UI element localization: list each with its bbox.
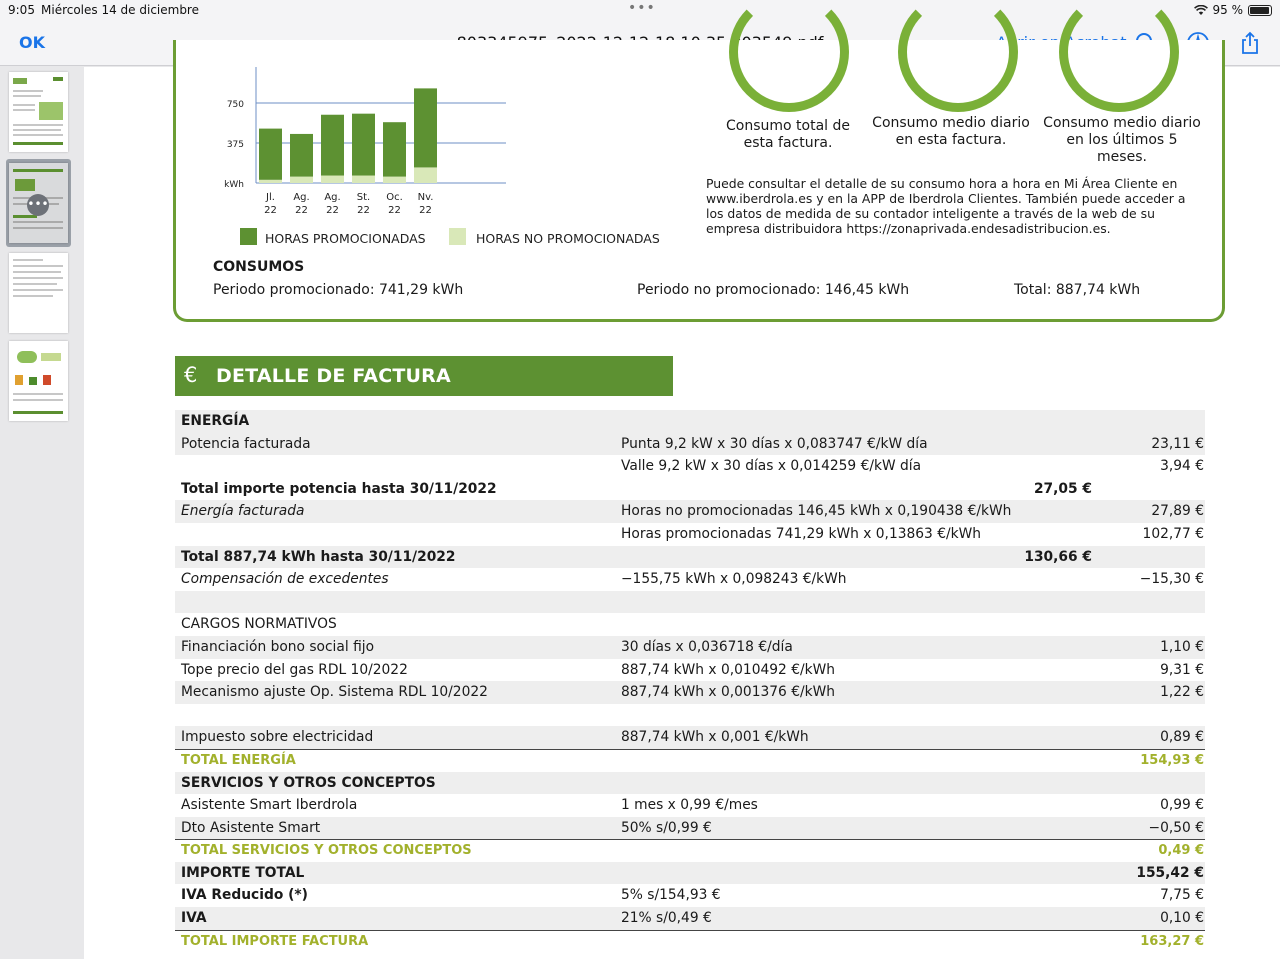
cell-c3: 130,66 € [1024,548,1092,565]
bar-promo [414,88,437,167]
x-tick-label: Oc. [386,192,403,203]
x-tick-label: Ag. [293,192,310,203]
table-row [175,636,1205,659]
cell-c2: Horas no promocionadas 146,45 kWh x 0,190438 €/kWh [621,503,1012,520]
cell-c2: 5% s/154,93 € [621,887,721,904]
invoice-detail-table [175,410,1205,952]
x-tick-label: 22 [357,205,370,216]
cell-c1: IMPORTE TOTAL [181,864,305,881]
promo-period-value: Periodo promocionado: 741,29 kWh [213,282,464,298]
cell-c2: 887,74 kWh x 0,001376 €/kWh [621,684,835,701]
detalle-factura-title: DETALLE DE FACTURA [216,365,451,387]
total-consumption-value: Total: 887,74 kWh [1014,282,1141,298]
cell-c1: Asistente Smart Iberdrola [181,797,358,814]
bar-promo [321,115,344,176]
euro-icon: € [184,363,198,387]
y-tick-label: 750 [226,100,244,110]
cell-c1: CARGOS NORMATIVOS [181,616,337,633]
cell-c4: 102,77 € [1142,525,1204,542]
cell-c4: 0,10 € [1160,910,1204,927]
cell-c1: TOTAL SERVICIOS Y OTROS CONCEPTOS [181,843,472,859]
consumos-title: CONSUMOS [213,259,305,275]
bar-no-promo [352,176,375,183]
cell-c1: IVA [181,910,207,927]
gauge-label-daily-5-months: Consumo medio diario en los últimos 5 meses. [1043,115,1201,165]
cell-c4: 0,89 € [1160,729,1204,746]
bar-no-promo [259,180,282,183]
cell-c4: 3,94 € [1160,458,1204,475]
legend-label-promo: HORAS PROMOCIONADAS [265,231,426,246]
cell-c2: 1 mes x 0,99 €/mes [621,797,758,814]
y-tick-label: 375 [226,140,244,150]
cell-c1: TOTAL ENERGÍA [181,752,296,768]
no-promo-period-value: Periodo no promocionado: 146,45 kWh [637,282,910,298]
consumption-bar-chart [222,67,522,217]
cell-c4: 1,22 € [1160,684,1204,701]
bar-no-promo [383,177,406,183]
table-row [175,681,1205,704]
x-tick-label: St. [356,192,371,203]
x-tick-label: Jl. [266,192,275,203]
x-tick-label: Ag. [324,192,341,203]
x-tick-label: Nv. [417,192,434,203]
legend-label-no-promo: HORAS NO PROMOCIONADAS [476,231,660,246]
cell-c2: −155,75 kWh x 0,098243 €/kWh [621,571,847,588]
table-row [175,433,1205,456]
cell-c4: 9,31 € [1160,661,1204,678]
bar-promo [259,129,282,180]
battery-percent: 95 % [1212,3,1243,17]
table-row [175,726,1205,749]
table-row [175,523,1205,546]
table-row [175,455,1205,478]
cell-c4: 1,10 € [1160,638,1204,655]
cell-c4: 163,27 € [1140,933,1204,949]
table-row [175,907,1205,930]
gauge-label-total: Consumo total de esta factura. [726,118,850,151]
cell-c1: Impuesto sobre electricidad [181,729,374,746]
cell-c1: Mecanismo ajuste Op. Sistema RDL 10/2022 [181,684,488,701]
cell-c4: 27,89 € [1151,503,1204,520]
table-row [175,884,1205,907]
cell-c1: Dto Asistente Smart [181,819,321,836]
thumbnail-page-3[interactable] [9,253,68,333]
cell-c1: Compensación de excedentes [181,571,389,588]
table-row [175,659,1205,682]
cell-c1: Total 887,74 kWh hasta 30/11/2022 [181,548,456,565]
cell-c1: Total importe potencia hasta 30/11/2022 [181,480,497,497]
cell-c1: TOTAL IMPORTE FACTURA [181,933,369,949]
table-row [175,817,1205,840]
status-date: Miércoles 14 de diciembre [41,3,199,17]
table-row [175,478,1205,501]
cell-c4: 155,42 € [1136,864,1204,881]
bar-no-promo [290,177,313,183]
bar-no-promo [414,167,437,183]
cell-c4: 23,11 € [1151,435,1204,452]
x-tick-label: 22 [264,205,277,216]
cell-c4: −15,30 € [1139,571,1204,588]
bar-promo [352,114,375,176]
cell-c4: 0,49 € [1158,843,1204,859]
table-row [175,591,1205,614]
cell-c2: 30 días x 0,036718 €/día [621,638,793,655]
y-axis-label: kWh [224,180,244,190]
table-row [175,500,1205,523]
cell-c2: Punta 9,2 kW x 30 días x 0,083747 €/kW día [621,435,928,452]
cell-c4: 7,75 € [1160,887,1204,904]
table-row [175,862,1205,885]
cell-c4: −0,50 € [1148,819,1204,836]
cell-c3: 27,05 € [1033,480,1092,497]
table-row [175,410,1205,433]
multitask-dots-icon[interactable]: ••• [628,0,656,16]
x-tick-label: 22 [388,205,401,216]
table-row [175,704,1205,727]
cell-c2: Valle 9,2 kW x 30 días x 0,014259 €/kW día [621,458,922,475]
bar-promo [383,122,406,176]
cell-c4: 154,93 € [1140,752,1204,768]
cell-c4: 0,99 € [1160,797,1204,814]
more-options-icon[interactable]: ••• [27,194,49,216]
x-tick-label: 22 [326,205,339,216]
table-row [175,546,1205,569]
ok-button[interactable]: OK [19,33,45,52]
x-tick-label: 22 [419,205,432,216]
status-time: 9:05 [8,3,35,17]
cell-c1: Potencia facturada [181,435,311,452]
table-row [175,930,1205,953]
cell-c2: 21% s/0,49 € [621,910,712,927]
cell-c2: Horas promocionadas 741,29 kWh x 0,13863 €/kWh [621,525,982,542]
legend-swatch-promo [240,228,257,245]
consumption-info-text: Puede consultar el detalle de su consumo hora a hora en Mi Área Cliente en www.iberdrola.es y en la APP de Iberdrola Clientes. También puede acceder a los datos de medida de su contador inteligente a través de la web de su empresa distribuidora https://zonaprivada.endesadistribucion.es. [706,176,1186,236]
x-tick-label: 22 [295,205,308,216]
gauge-label-daily-invoice: Consumo medio diario en esta factura. [872,115,1030,148]
cell-c1: ENERGÍA [181,413,250,429]
thumbnail-page-4[interactable] [9,341,68,421]
cell-c1: IVA Reducido (*) [181,887,308,904]
bar-promo [290,134,313,177]
detalle-factura-header [175,356,673,396]
table-row [175,568,1205,591]
cell-c2: 887,74 kWh x 0,010492 €/kWh [621,661,835,678]
cell-c1: Financiación bono social fijo [181,638,375,655]
table-row [175,772,1205,795]
table-row [175,839,1205,862]
table-row [175,794,1205,817]
cell-c2: 50% s/0,99 € [621,819,712,836]
bar-no-promo [321,176,344,183]
thumbnail-page-1[interactable] [9,72,68,152]
cell-c1: Tope precio del gas RDL 10/2022 [181,661,408,678]
legend-swatch-no-promo [449,228,466,245]
table-row [175,749,1205,772]
page-thumbnails [0,67,76,959]
cell-c1: Energía facturada [181,503,305,520]
cell-c1: SERVICIOS Y OTROS CONCEPTOS [181,774,436,791]
cell-c2: 887,74 kWh x 0,001 €/kWh [621,729,809,746]
table-row [175,613,1205,636]
